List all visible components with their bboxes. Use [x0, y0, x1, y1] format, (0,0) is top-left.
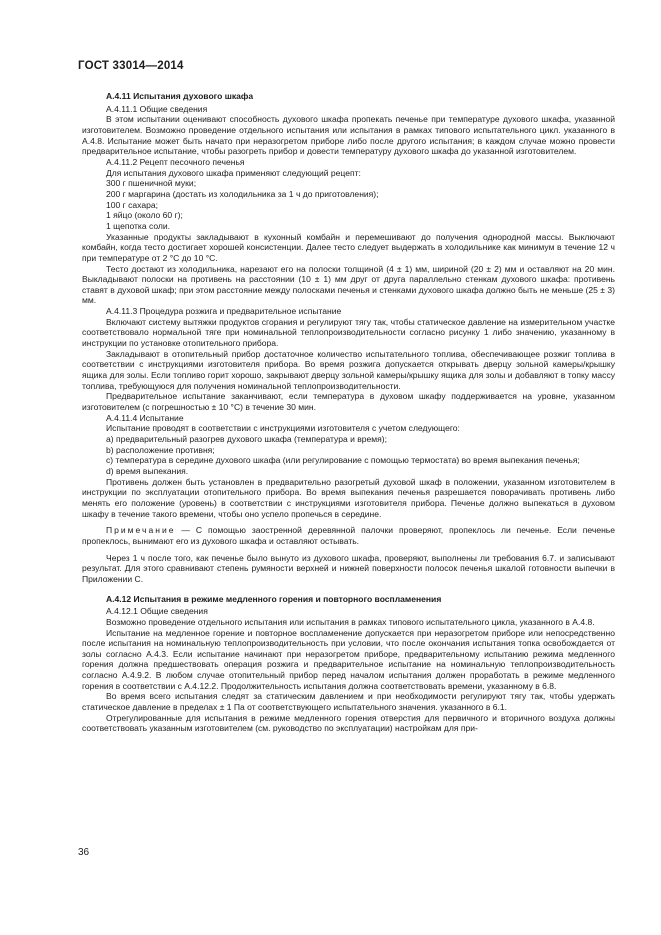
paragraph: Тесто достают из холодильника, нарезают его на полоски толщиной (4 ± 1) мм, шириной (20 ± 2) мм и оставляют на 20 мин. Выкладывают полоски на противень на расстоянии (10 ± 1) мм друг от друга параллельно стенкам духового шкафа: противень ставят в духовой шкаф; при этом расстояние между полосками печенья и стенками духового шкафа должно быть не меньше (25 ± 3) мм.: [82, 263, 615, 306]
section-heading-a411: А.4.11 Испытания духового шкафа: [106, 91, 254, 101]
section-heading-a412: А.4.12 Испытания в режиме медленного горения и повторного воспламенения: [106, 593, 442, 604]
paragraph: Испытание проводят в соответствии с инструкциями изготовителя с учетом следующего:: [106, 423, 460, 434]
paragraph: Испытание на медленное горение и повторное воспламенение допускается при неразогретом приборе или непосредственно после испытания на номинальную теплопроизводительность при условии, что после окончания испытания топка освобождается от золы согласно А.4.3. Если испытание начинают при неразогретом приборе, предварительному испытанию режима медленного горения должна предшествовать операция розжига и предварительное испытание на номинальную теплопроизводительность согласно А.4.9.2. В любом случае отопительный прибор перед началом испытания должен проработать в режиме медленного горения в соответствии с А.4.12.2. Продолжительность испытания должна соответствовать времени, указанному в 6.8.: [82, 627, 615, 691]
list-item: 100 г сахара;: [106, 199, 158, 210]
paragraph: Во время всего испытания следят за статическим давлением и при необходимости регулируют тягу так, чтобы удержать статическое давление в пределах ± 1 Па от соответствующего испытательного значения. указанного в 6.1.: [82, 691, 615, 713]
list-item: 1 яйцо (около 60 г);: [106, 210, 183, 221]
paragraph: В этом испытании оценивают способность духового шкафа пропекать печенье при температуре духового шкафа, указанной изготовителем. Возможно проведение отдельного испытания или испытания в рамках типового испытательного цикл. указанного в А.4.8. Испытание может быть начато при неразогретом приборе либо после другого испытания; в каждом случае можно провести предварительное испытание, чтобы разогреть прибор и довести температуру духового шкафа до указанной изготовителем.: [82, 114, 615, 157]
document-body: [82, 91, 615, 734]
paragraph: Для испытания духового шкафа применяют следующий рецепт:: [106, 167, 361, 178]
document-header: ГОСТ 33014—2014: [78, 60, 184, 72]
subsection-title: А.4.11.4 Испытание: [106, 412, 184, 423]
subsection-title: А.4.12.1 Общие сведения: [106, 606, 208, 617]
list-item: 200 г маргарина (достать из холодильника за 1 ч до приготовления);: [106, 188, 379, 199]
subsection-title: А.4.11.2 Рецепт песочного печенья: [106, 156, 245, 167]
paragraph: Указанные продукты закладывают в кухонный комбайн и перемешивают до получения однородной массы. Выключают комбайн, когда тесто достигает хорошей консистенции. Далее тесто следует выдержать в холодильнике как минимум в течение 12 ч при температуре от 2 °С до 10 °С.: [82, 231, 615, 263]
list-item: c) температура в середине духового шкафа (или регулирование с помощью термостата) во время выпекания печенья;: [106, 455, 580, 466]
list-item: b) расположение противня;: [106, 444, 215, 455]
paragraph: Противень должен быть установлен в предварительно разогретый духовой шкаф в положении, указанном изготовителем в инструкции по эксплуатации отопительного прибора. Во время выпекания печенья разрешается поворачивать противень либо менять его положение (уровень) в соответствии с инструкциями изготовителя прибора. Печенье должно выпекаться в духовом шкафу в течение такого времени, чтобы оно успело пропечься в середине.: [82, 476, 615, 519]
paragraph: Через 1 ч после того, как печенье было вынуто из духового шкафа, проверяют, выполнены ли требования 6.7. и записывают результат. Для этого сравнивают степень румяности верхней и нижней поверхности полосок печенья шкалой готовности выпечки в Приложении С.: [82, 552, 615, 584]
list-item: 300 г пшеничной муки;: [106, 178, 197, 189]
note: [82, 525, 615, 546]
paragraph: Закладывают в отопительный прибор достаточное количество испытательного топлива, обеспечивающее розжиг топлива в соответствии с инструкциями изготовителя прибора. Во время розжига допускается открывать дверцу зольной камеры/крышку ящика для золы. Если топливо горит хорошо, закрывают дверцу зольной камеры/крышку ящика для золы и добавляют в топку массу топлива, требующуюся для получения номинальной теплопроизводительности.: [82, 348, 615, 391]
paragraph: Предварительное испытание заканчивают, если температура в духовом шкафу поддерживается на уровне, указанном изготовителем (с погрешностью ± 10 °С) в течение 30 мин.: [82, 391, 615, 413]
note-text: — С помощью заостренной деревянной палочки проверяют, пропеклось ли печенье. Если печенье пропеклось, вынимают его из духового шкафа и оставляют остывать.: [82, 525, 615, 546]
note-label: Примечание: [106, 525, 176, 536]
paragraph: Включают систему вытяжки продуктов сгорания и регулируют тягу так, чтобы статическое давление на измерительном участке соответствовало нормальной тяге при номинальной теплопроизводительности согласно рисунку 1 либо значению, указанному в инструкции по установке отопительного прибора.: [82, 316, 615, 349]
subsection-title: А.4.11.3 Процедура розжига и предварительное испытание: [106, 306, 342, 317]
subsection-title: А.4.11.1 Общие сведения: [106, 103, 208, 114]
page-number: 36: [78, 847, 90, 858]
list-item: d) время выпекания.: [106, 465, 189, 476]
list-item: a) предварительный разогрев духового шкафа (температура и время);: [106, 434, 388, 444]
list-item: 1 щепотка соли.: [106, 220, 171, 231]
paragraph: Возможно проведение отдельного испытания или испытания в рамках типового испытательного цикла, указанного в А.4.8.: [106, 616, 595, 627]
paragraph: Отрегулированные для испытания в режиме медленного горения отверстия для первичного и вторичного воздуха должны соответствовать указанным изготовителем (см. руководство по эксплуатации) настройкам для при-: [82, 712, 615, 734]
